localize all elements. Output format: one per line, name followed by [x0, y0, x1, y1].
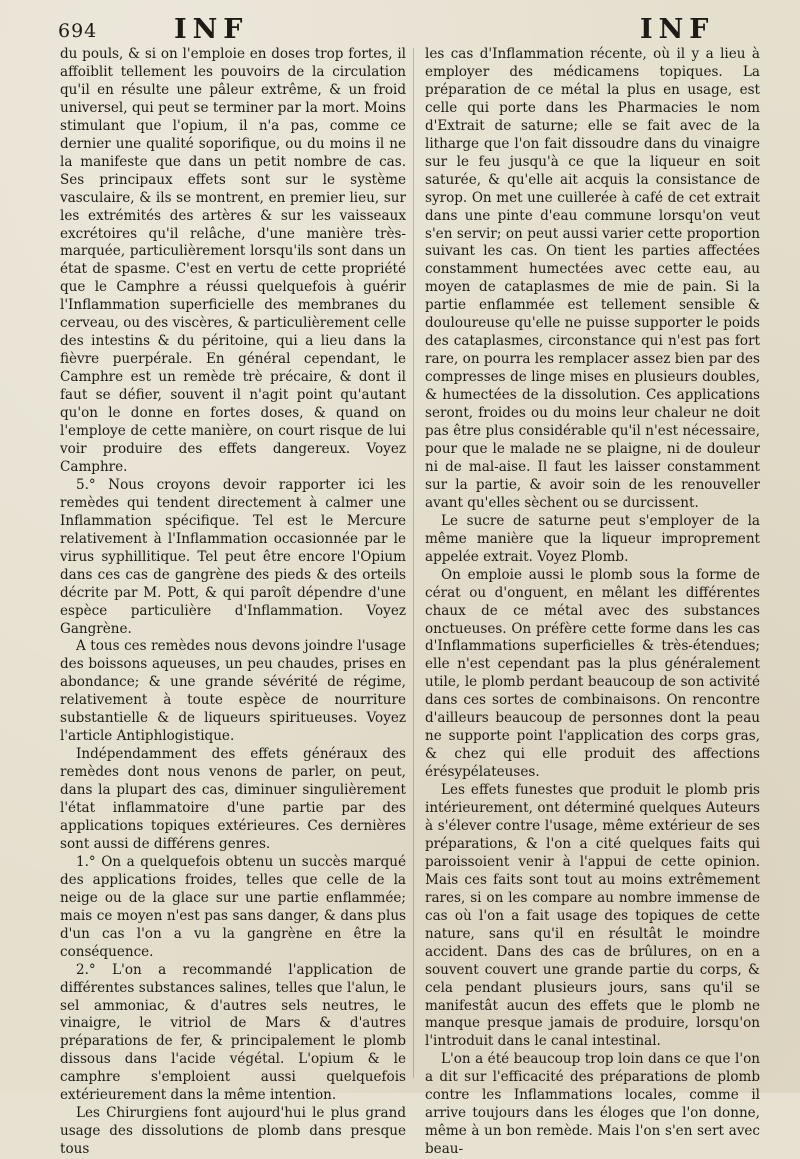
paragraph: A tous ces remèdes nous devons joindre l'usage des boissons aqueuses, un peu chaudes, prises en abondance; & une grande sévérité de régime, relativement à toute espèce de nourriture substantielle & de liqueurs spiritueuses. Voyez l'article Antiphlogistique.	[60, 638, 406, 745]
paragraph: Le sucre de saturne peut s'employer de la même manière que la liqueur improprement appelée extrait. Voyez Plomb.	[425, 512, 760, 565]
paragraph: Les effets funestes que produit le plomb pris intérieurement, ont déterminé quelques Auteurs à s'élever contre l'usage, même extérieur de ses préparations, & l'on a cité quelques faits qui paroissoient venir à l'appui de cette opinion. Mais ces faits sont tout au moins extrêmement rares, si on les compare au nombre immense de cas où l'on a fait usage des topiques de cette nature, sans qu'il en résultât le moindre accident. Dans des cas de brûlures, on en a souvent couvert une grande partie du corps, & cela pendant plusieurs jours, sans qu'il se manifestât aucun des effets que le plomb ne manque presque jamais de produire, lorsqu'on l'introduit dans le canal intestinal.	[425, 782, 760, 1050]
paragraph: 1.° On a quelquefois obtenu un succès marqué des applications froides, telles que celle de la neige ou de la glace sur une partie enflammée; mais ce moyen n'est pas sans danger, & dans plus d'un cas l'on a vu la gangrène en être la conséquence.	[60, 853, 406, 960]
right-column	[425, 46, 760, 1159]
paragraph: On emploie aussi le plomb sous la forme de cérat ou d'onguent, en mêlant les différentes chaux de ce métal avec des substances onctueuses. On préfère cette forme dans les cas d'Inflammations superficielles & très-étendues; elle n'est cependant pas la plus généralement utile, le plomb perdant beaucoup de son activité dans ces sortes de combinaisons. On rencontre d'ailleurs beaucoup de personnes dont la peau ne supporte point l'application des corps gras, & chez qui elle produit des affections érésypélateuses.	[425, 566, 760, 781]
right-running-title: INF	[640, 14, 715, 45]
paragraph: du pouls, & si on l'emploie en doses trop fortes, il affoiblit tellement les pouvoirs de la circulation qu'il en résulte une pâleur extrême, & un froid universel, qui peut se terminer par la mort. Moins stimulant que l'opium, il n'a pas, comme ce dernier une qualité soporifique, ou du moins il ne la manifeste que dans un petit nombre de cas. Ses principaux effets sont sur le système vasculaire, & ils se montrent, en premier lieu, sur les extrémités des artères & sur les vaisseaux excrétoires qu'il relâche, d'une manière très-marquée, particulièrement lorsqu'ils sont dans un état de spasme. C'est en vertu de cette propriété que le Camphre a réussi quelquefois à guérir l'Inflammation superficielle des membranes du cerveau, ou des viscères, & particulièrement celle des intestins & du péritoine, qui a lieu dans la fièvre puerpérale. En général cependant, le Camphre est un remède trè précaire, & dont il faut se défier, souvent il n'agit point qu'autant qu'on le donne en fortes doses, & quand on l'employe de cette manière, on court risque de lui voir produire des effets dangereux. Voyez Camphre.	[60, 46, 406, 475]
paragraph: 2.° L'on a recommandé l'application de différentes substances salines, telles que l'alun, le sel ammoniac, & d'autres sels neutres, le vinaigre, le vitriol de Mars & d'autres préparations de fer, & principalement le plomb dissous dans l'acide végétal. L'opium & le camphre s'emploient aussi quelquefois extérieurement dans la même intention.	[60, 961, 406, 1104]
paragraph: 5.° Nous croyons devoir rapporter ici les remèdes qui tendent directement à calmer une Inflammation spécifique. Tel est le Mercure relativement à l'Inflammation occasionnée par le virus syphillitique. Tel peut être encore l'Opium dans ces cas de gangrène des pieds & des orteils décrite par M. Pott, & qui paroît dépendre d'une espèce particulière d'Inflammation. Voyez Gangrène.	[60, 476, 406, 637]
left-running-title: INF	[174, 14, 249, 45]
paragraph: L'on a été beaucoup trop loin dans ce que l'on a dit sur l'efficacité des préparations de plomb contre les Inflammations locales, comme il arrive toujours dans les éloges que l'on donne, même à un bon remède. Mais l'on s'en sert avec beau-	[425, 1051, 760, 1158]
paragraph: Indépendamment des effets généraux des remèdes dont nous venons de parler, on peut, dans la plupart des cas, diminuer singulièrement l'état inflammatoire d'une partie par des applications topiques extérieures. Ces dernières sont aussi de différens genres.	[60, 746, 406, 852]
paragraph: Les Chirurgiens font aujourd'hui le plus grand usage des dissolutions de plomb dans presque tous	[60, 1105, 406, 1158]
left-column	[60, 46, 406, 1159]
column-divider	[413, 48, 414, 1078]
paragraph: les cas d'Inflammation récente, où il y a lieu à employer des médicamens topiques. La préparation de ce métal la plus en usage, est celle qui porte dans les Pharmacies le nom d'Extrait de saturne; elle se fait avec de la litharge que l'on fait dissoudre dans du vinaigre sur le feu jusqu'à ce que la liqueur en soit saturée, & qu'elle ait acquis la consistance de syrop. On met une cuillerée à café de cet extrait dans une pinte d'eau commune lorsqu'on veut s'en servir; on peut aussi varier cette proportion suivant les cas. On tient les parties affectées constamment humectées avec cette eau, au moyen de cataplasmes de mie de pain. Si la partie enflammée est tellement sensible & douloureuse qu'elle ne puisse supporter le poids des cataplasmes, circonstance qui n'est pas fort rare, on pourra les remplacer assez bien par des compresses de linge mises en plusieurs doubles, & humectées de la dissolution. Ces applications seront, froides ou du moins leur chaleur ne doit pas être plus considérable qu'il n'est nécessaire, pour que le malade ne se plaigne, ni de douleur ni de mal-aise. Il faut les laisser constamment sur la partie, & avoir soin de les renouveller avant qu'elles sèchent ou se durcissent.	[425, 46, 760, 511]
running-header	[58, 14, 776, 46]
page-number: 694	[58, 20, 98, 42]
